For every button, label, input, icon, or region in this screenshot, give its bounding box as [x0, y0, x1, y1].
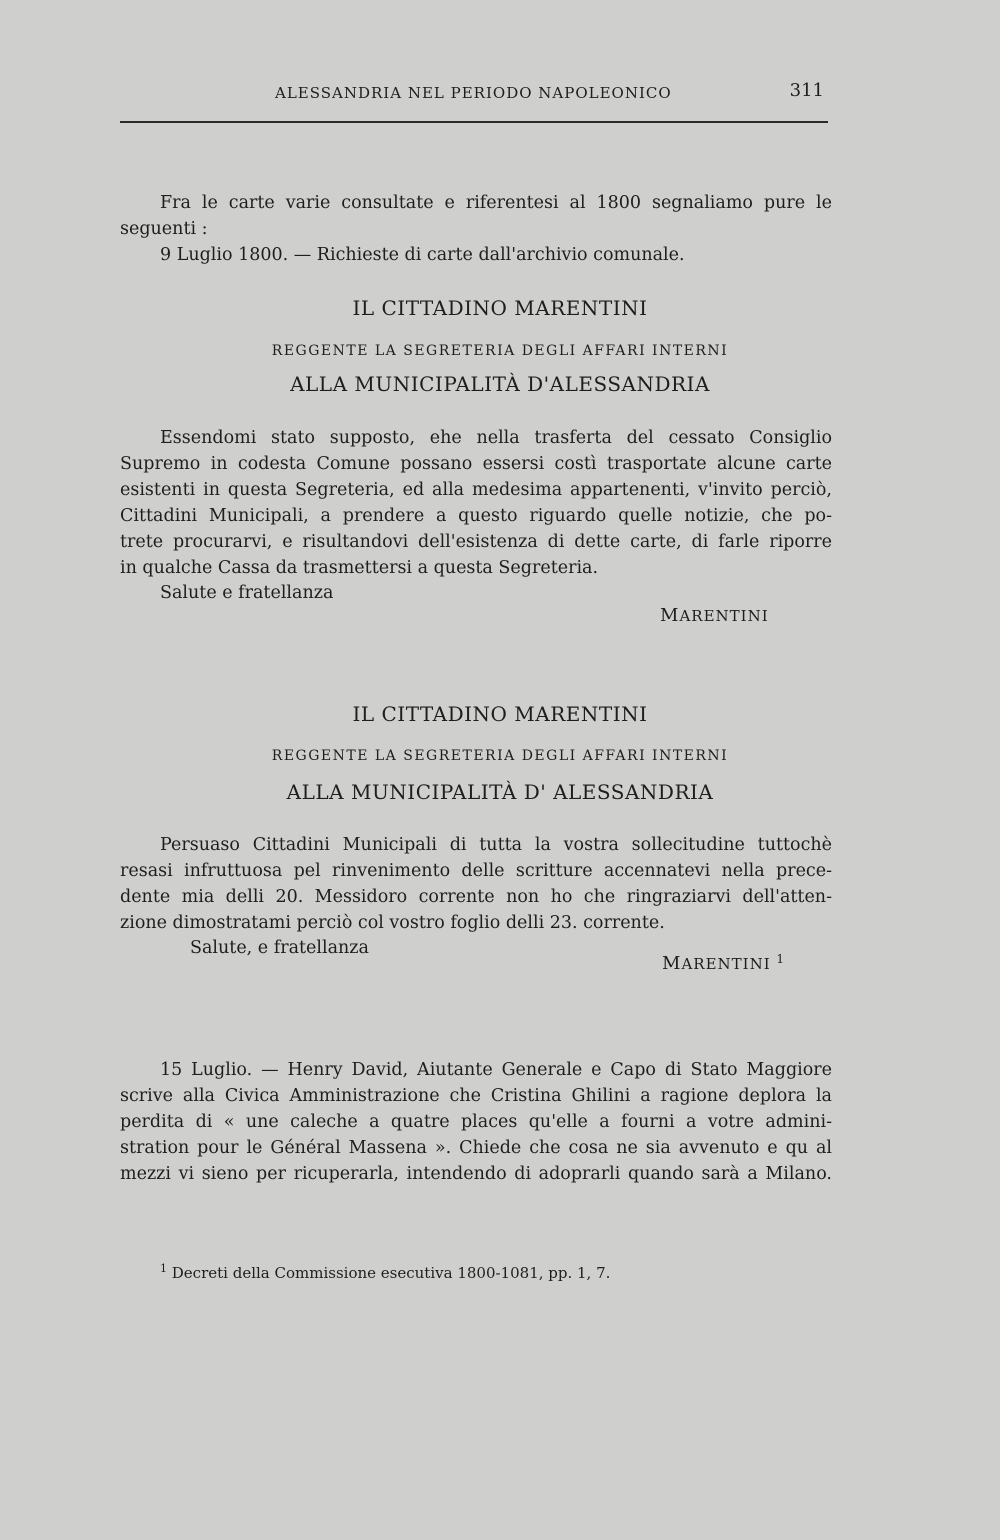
letter2-line: Persuaso Cittadini Municipali di tutta la vostra sollecitudine tuttochè	[160, 835, 832, 855]
letter2-heading-from: IL CITTADINO MARENTINI	[352, 702, 648, 726]
letter2-heading-role: REGGENTE LA SEGRETERIA DEGLI AFFARI INTERNI	[271, 748, 729, 764]
letter1-line: Cittadini Municipali, a prendere a questo riguardo quelle notizie, che po-	[120, 506, 832, 526]
intro-line: seguenti :	[120, 219, 208, 239]
letter1-line: Essendomi stato supposto, ehe nella trasferta del cessato Consiglio	[160, 428, 832, 448]
intro-paragraph	[120, 190, 832, 268]
letter1-heading-role: REGGENTE LA SEGRETERIA DEGLI AFFARI INTERNI	[271, 343, 729, 359]
letter2-line: resasi infruttuosa pel rinvenimento delle scritture accennatevi nella prece-	[120, 861, 832, 881]
entry-line: perdita di « une caleche a quatre places qu'elle a fourni a votre admini-	[120, 1112, 832, 1132]
signature-initial: M	[660, 605, 680, 626]
letter1-heading-to: ALLA MUNICIPALITÀ D'ALESSANDRIA	[290, 372, 710, 396]
letter2-signature	[662, 952, 785, 974]
footnote-mark: 1	[160, 1262, 167, 1275]
letter1-line: Supremo in codesta Comune possano essersi costì trasportate alcune carte	[120, 454, 832, 474]
footnote-text: Decreti della Commissione esecutiva 1800-1081, pp. 1, 7.	[171, 1264, 611, 1282]
letter1-salute: Salute e fratellanza	[160, 583, 334, 603]
footnote	[160, 1262, 610, 1282]
running-title: ALESSANDRIA NEL PERIODO NAPOLEONICO	[275, 84, 672, 102]
letter2-line: dente mia delli 20. Messidoro corrente non ho che ringraziarvi dell'atten-	[120, 887, 832, 907]
entry-july15	[120, 1057, 832, 1187]
entry-line: mezzi vi sieno per ricuperarla, intendendo di adoprarli quando sarà a Milano.	[120, 1164, 832, 1184]
letter1-line: trete procurarvi, e risultandovi dell'esistenza di dette carte, di farle riporre	[120, 532, 832, 552]
page-number: 311	[789, 80, 824, 101]
signature-rest: ARENTINI	[681, 955, 771, 973]
letter2-body	[120, 832, 832, 936]
letter1-line: esistenti in questa Segreteria, ed alla medesima appartenenti, v'invito perciò,	[120, 480, 832, 500]
letter1-signature	[660, 605, 769, 626]
letter2-line: zione dimostratami perciò col vostro foglio delli 23. corrente.	[120, 913, 665, 933]
entry-line: scrive alla Civica Amministrazione che Cristina Ghilini a ragione deplora la	[120, 1086, 832, 1106]
letter1-body	[120, 425, 832, 581]
header-rule	[120, 121, 828, 123]
letter1-heading-from: IL CITTADINO MARENTINI	[352, 296, 648, 320]
intro-line: 9 Luglio 1800. — Richieste di carte dall'archivio comunale.	[160, 245, 685, 265]
footnote-reference[interactable]: 1	[776, 952, 786, 966]
intro-line: Fra le carte varie consultate e riferentesi al 1800 segnaliamo pure le	[160, 193, 832, 213]
running-head	[120, 80, 830, 110]
entry-line: stration pour le Général Massena ». Chiede che cosa ne sia avvenuto e qu al	[120, 1138, 832, 1158]
signature-initial: M	[662, 953, 682, 974]
letter2-salute: Salute, e fratellanza	[190, 938, 369, 958]
signature-rest: ARENTINI	[679, 607, 769, 625]
letter1-line: in qualche Cassa da trasmettersi a questa Segreteria.	[120, 558, 599, 578]
entry-line: 15 Luglio. — Henry David, Aiutante Generale e Capo di Stato Maggiore	[160, 1060, 832, 1080]
letter2-heading-to: ALLA MUNICIPALITÀ D' ALESSANDRIA	[286, 780, 714, 804]
